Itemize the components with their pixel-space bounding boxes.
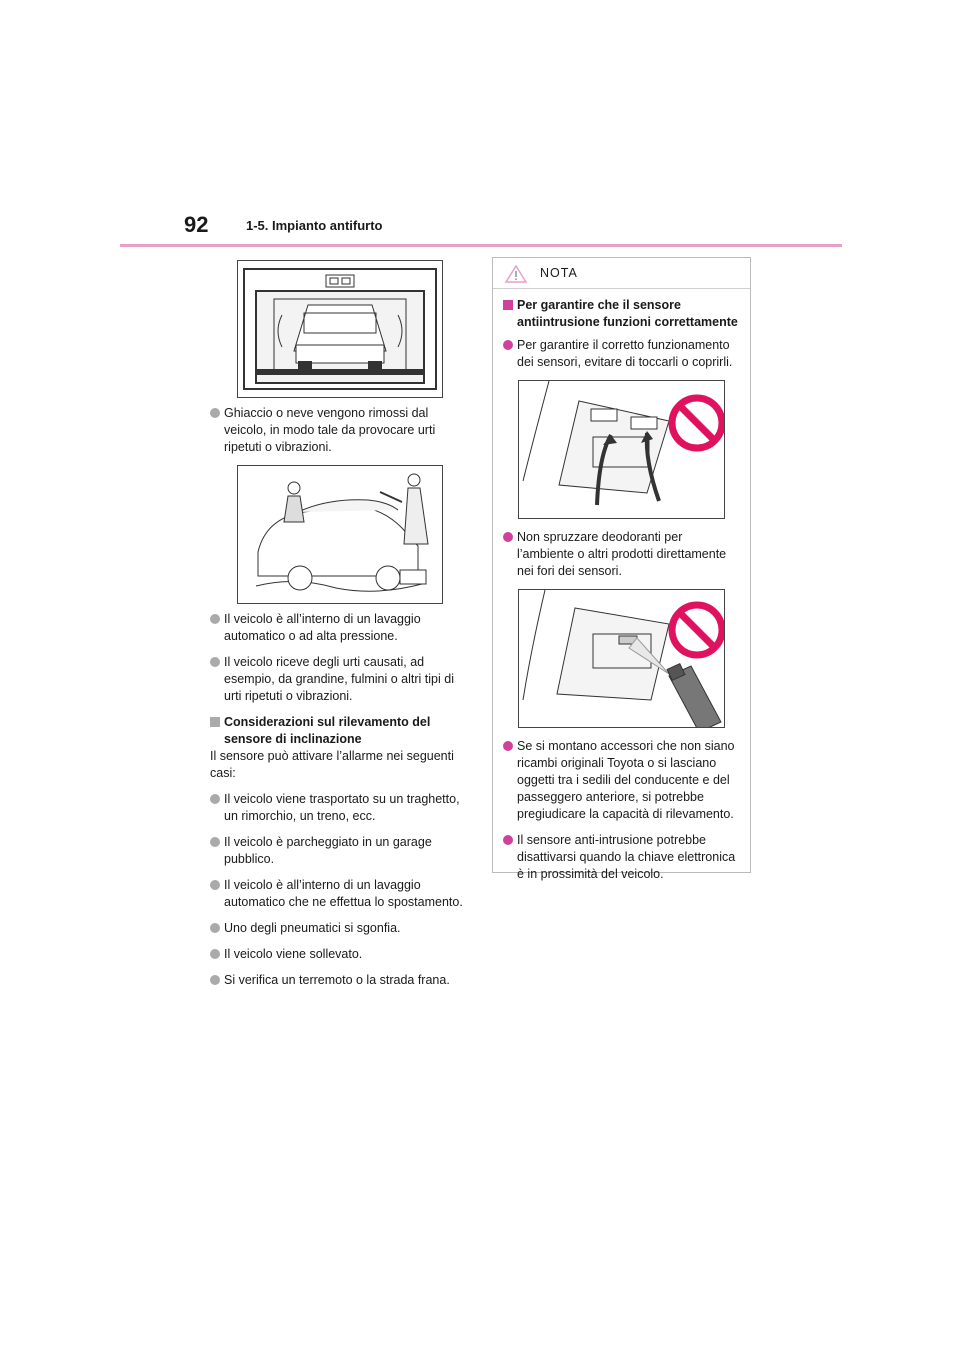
header-rule	[120, 244, 842, 247]
bullet-lifted: Il veicolo viene sollevato.	[210, 946, 468, 963]
car-wash-illustration	[237, 260, 443, 398]
nota-label: NOTA	[540, 266, 578, 280]
bullet-impacts: Il veicolo riceve degli urti causati, ad esempio, da grandine, fulmini o altri tipi di urti ripetuti o vibrazioni.	[210, 654, 468, 705]
warning-icon	[504, 264, 528, 284]
left-column	[210, 260, 468, 998]
bullet-car-wash: Il veicolo è all’interno di un lavaggio automatico o ad alta pressione.	[210, 611, 468, 645]
prohibited-icon	[672, 605, 722, 655]
nota-box	[492, 257, 751, 881]
snow-removal-illustration	[237, 465, 443, 604]
section-title: 1-5. Impianto antifurto	[246, 218, 383, 233]
bullet-ice-snow: Ghiaccio o neve vengono rimossi dal veicolo, in modo tale da provocare urti ripetuti o vibrazioni.	[210, 405, 468, 456]
sensor-spray-illustration	[518, 589, 725, 728]
nota-bullet-accessories: Se si montano accessori che non siano ricambi originali Toyota o si lasciano oggetti tra i sedili del conducente e del passeggero anteriore, si potrebbe pregiudicare la capacità di rilevamento.	[503, 738, 740, 823]
bullet-flat-tire: Uno degli pneumatici si sgonfia.	[210, 920, 468, 937]
nota-bullet-dont-touch: Per garantire il corretto funzionamento dei sensori, evitare di toccarli o coprirli.	[503, 337, 740, 371]
page-number: 92	[184, 212, 209, 237]
nota-bullet-smart-key: Il sensore anti-intrusione potrebbe disattivarsi quando la chiave elettronica è in prossimità del veicolo.	[503, 832, 740, 883]
nota-heading: Per garantire che il sensore antiintrusione funzioni correttamente	[503, 297, 740, 331]
heading-tilt-sensor: Considerazioni sul rilevamento del sensore di inclinazione	[210, 714, 468, 748]
sensor-touch-illustration	[518, 380, 725, 519]
bullet-conveyor-wash: Il veicolo è all’interno di un lavaggio automatico che ne effettua lo spostamento.	[210, 877, 468, 911]
tilt-sensor-intro: Il sensore può attivare l’allarme nei seguenti casi:	[210, 749, 454, 780]
prohibited-icon	[672, 398, 722, 448]
bullet-earthquake: Si verifica un terremoto o la strada frana.	[210, 972, 468, 989]
bullet-transport: Il veicolo viene trasportato su un traghetto, un rimorchio, un treno, ecc.	[210, 791, 468, 825]
nota-header	[493, 258, 750, 289]
nota-bullet-no-spray: Non spruzzare deodoranti per l’ambiente o altri prodotti direttamente nei fori dei sensori.	[503, 529, 740, 580]
bullet-public-garage: Il veicolo è parcheggiato in un garage pubblico.	[210, 834, 468, 868]
